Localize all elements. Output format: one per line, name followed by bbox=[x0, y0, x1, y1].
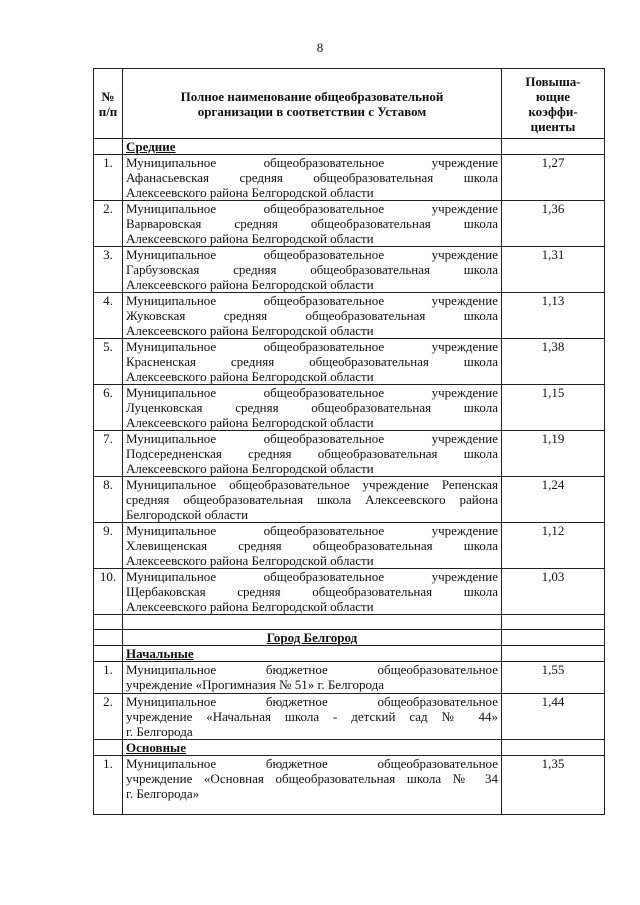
org-name-line: Подсередненская средняя общеобразовательная школа bbox=[126, 446, 498, 461]
org-name-line: Муниципальное общеобразовательное учреждение bbox=[126, 569, 498, 584]
org-name-line: Алексеевского района Белгородской области bbox=[126, 277, 374, 292]
row-org-name bbox=[123, 339, 502, 385]
table-header-row bbox=[94, 69, 605, 139]
row-org-name bbox=[123, 523, 502, 569]
org-name-line: Луценковская средняя общеобразовательная школа bbox=[126, 400, 498, 415]
org-name-line: Афанасьевская средняя общеобразовательная школа bbox=[126, 170, 498, 185]
row-org-name bbox=[123, 247, 502, 293]
org-name-line: Жуковская средняя общеобразовательная школа bbox=[126, 308, 498, 323]
row-number: 1. bbox=[94, 155, 123, 201]
org-name-line: г. Белгорода» bbox=[126, 786, 200, 801]
org-name-line: Алексеевского района Белгородской области bbox=[126, 553, 374, 568]
row-coefficient: 1,27 bbox=[502, 155, 605, 201]
org-name-line: Муниципальное общеобразовательное учреждение bbox=[126, 523, 498, 538]
row-org-name bbox=[123, 694, 502, 740]
table-row bbox=[94, 756, 605, 815]
row-number: 5. bbox=[94, 339, 123, 385]
table-row bbox=[94, 293, 605, 339]
org-name-line: Алексеевского района Белгородской области bbox=[126, 185, 374, 200]
header-coef-line2: ющие bbox=[535, 88, 571, 104]
table-row bbox=[94, 385, 605, 431]
row-number: 2. bbox=[94, 694, 123, 740]
org-name-line: средняя общеобразовательная школа Алексеевского района bbox=[126, 492, 498, 507]
org-name-line: Муниципальное бюджетное общеобразовательное bbox=[126, 662, 498, 677]
org-name-line: Белгородской области bbox=[126, 507, 249, 522]
section-row-osnovnye bbox=[94, 740, 605, 756]
org-name-line: Алексеевского района Белгородской области bbox=[126, 461, 374, 476]
row-coefficient: 1,12 bbox=[502, 523, 605, 569]
org-name-line: Муниципальное общеобразовательное учреждение bbox=[126, 339, 498, 354]
row-number: 10. bbox=[94, 569, 123, 615]
row-coefficient: 1,38 bbox=[502, 339, 605, 385]
row-org-name bbox=[123, 569, 502, 615]
row-coefficient: 1,35 bbox=[502, 756, 605, 815]
table-row bbox=[94, 694, 605, 740]
header-coef-line3: коэффи- bbox=[528, 103, 578, 119]
city-row bbox=[94, 630, 605, 646]
table-row bbox=[94, 477, 605, 523]
org-name-line: Муниципальное общеобразовательное учреждение bbox=[126, 431, 498, 446]
row-coefficient: 1,13 bbox=[502, 293, 605, 339]
org-name-line: Алексеевского района Белгородской области bbox=[126, 323, 374, 338]
row-coefficient: 1,36 bbox=[502, 201, 605, 247]
header-name-line2: организации в соответствии с Уставом bbox=[197, 103, 427, 119]
table-row bbox=[94, 247, 605, 293]
row-org-name bbox=[123, 155, 502, 201]
org-name-line: Алексеевского района Белгородской области bbox=[126, 231, 374, 246]
header-name bbox=[123, 69, 502, 139]
row-org-name bbox=[123, 477, 502, 523]
row-number: 6. bbox=[94, 385, 123, 431]
section-label-nachalnye: Начальные bbox=[123, 646, 502, 662]
row-coefficient: 1,31 bbox=[502, 247, 605, 293]
section-row-srednie bbox=[94, 139, 605, 155]
table-row bbox=[94, 339, 605, 385]
org-name-line: Варваровская средняя общеобразовательная школа bbox=[126, 216, 498, 231]
row-number: 1. bbox=[94, 662, 123, 694]
row-org-name bbox=[123, 201, 502, 247]
page-number: 8 bbox=[316, 40, 324, 55]
city-label: Город Белгород bbox=[123, 630, 502, 646]
org-name-line: Муниципальное общеобразовательное учреждение bbox=[126, 201, 498, 216]
header-num-line1: № bbox=[101, 88, 115, 104]
row-number: 1. bbox=[94, 756, 123, 815]
row-number: 9. bbox=[94, 523, 123, 569]
row-number: 3. bbox=[94, 247, 123, 293]
row-coefficient: 1,44 bbox=[502, 694, 605, 740]
table-row bbox=[94, 201, 605, 247]
row-number: 7. bbox=[94, 431, 123, 477]
row-org-name bbox=[123, 756, 502, 815]
row-coefficient: 1,24 bbox=[502, 477, 605, 523]
section-label-srednie: Средние bbox=[123, 139, 502, 155]
row-coefficient: 1,15 bbox=[502, 385, 605, 431]
org-name-line: учреждение «Начальная школа - детский сад № 44» bbox=[126, 709, 498, 724]
row-number: 8. bbox=[94, 477, 123, 523]
row-org-name bbox=[123, 293, 502, 339]
table-row bbox=[94, 155, 605, 201]
org-name-line: Алексеевского района Белгородской области bbox=[126, 599, 374, 614]
section-label-osnovnye: Основные bbox=[123, 740, 502, 756]
section-row-nachalnye bbox=[94, 646, 605, 662]
row-org-name bbox=[123, 662, 502, 694]
org-name-line: Муниципальное бюджетное общеобразовательное bbox=[126, 694, 498, 709]
org-name-line: г. Белгорода bbox=[126, 724, 193, 739]
org-name-line: Муниципальное общеобразовательное учреждение bbox=[126, 385, 498, 400]
row-org-name bbox=[123, 385, 502, 431]
row-coefficient: 1,55 bbox=[502, 662, 605, 694]
row-number: 2. bbox=[94, 201, 123, 247]
table-row bbox=[94, 662, 605, 694]
header-num-line2: п/п bbox=[98, 103, 118, 119]
org-name-line: Гарбузовская средняя общеобразовательная школа bbox=[126, 262, 498, 277]
header-coef-line4: циенты bbox=[530, 118, 576, 134]
org-name-line: Муниципальное общеобразовательное учреждение bbox=[126, 293, 498, 308]
header-name-line1: Полное наименование общеобразовательной bbox=[180, 88, 444, 104]
org-name-line: Муниципальное общеобразовательное учреждение Репенская bbox=[126, 477, 498, 492]
table-row bbox=[94, 431, 605, 477]
org-name-line: Муниципальное общеобразовательное учреждение bbox=[126, 247, 498, 262]
org-name-line: Красненская средняя общеобразовательная школа bbox=[126, 354, 498, 369]
row-coefficient: 1,19 bbox=[502, 431, 605, 477]
org-name-line: Муниципальное бюджетное общеобразовательное bbox=[126, 756, 498, 771]
header-num bbox=[94, 69, 123, 139]
row-coefficient: 1,03 bbox=[502, 569, 605, 615]
row-org-name bbox=[123, 431, 502, 477]
org-name-line: Щербаковская средняя общеобразовательная школа bbox=[126, 584, 498, 599]
header-coef-line1: Повыша- bbox=[525, 73, 581, 89]
org-name-line: учреждение «Основная общеобразовательная школа № 34 bbox=[126, 771, 498, 786]
coefficients-table bbox=[93, 68, 605, 815]
org-name-line: Муниципальное общеобразовательное учреждение bbox=[126, 155, 498, 170]
city-empty-row bbox=[94, 615, 605, 630]
table-row bbox=[94, 523, 605, 569]
row-number: 4. bbox=[94, 293, 123, 339]
org-name-line: Алексеевского района Белгородской области bbox=[126, 369, 374, 384]
table-row bbox=[94, 569, 605, 615]
org-name-line: Хлевищенская средняя общеобразовательная школа bbox=[126, 538, 498, 553]
header-coef bbox=[502, 69, 605, 139]
org-name-line: учреждение «Прогимназия № 51» г. Белгорода bbox=[126, 677, 385, 692]
org-name-line: Алексеевского района Белгородской области bbox=[126, 415, 374, 430]
